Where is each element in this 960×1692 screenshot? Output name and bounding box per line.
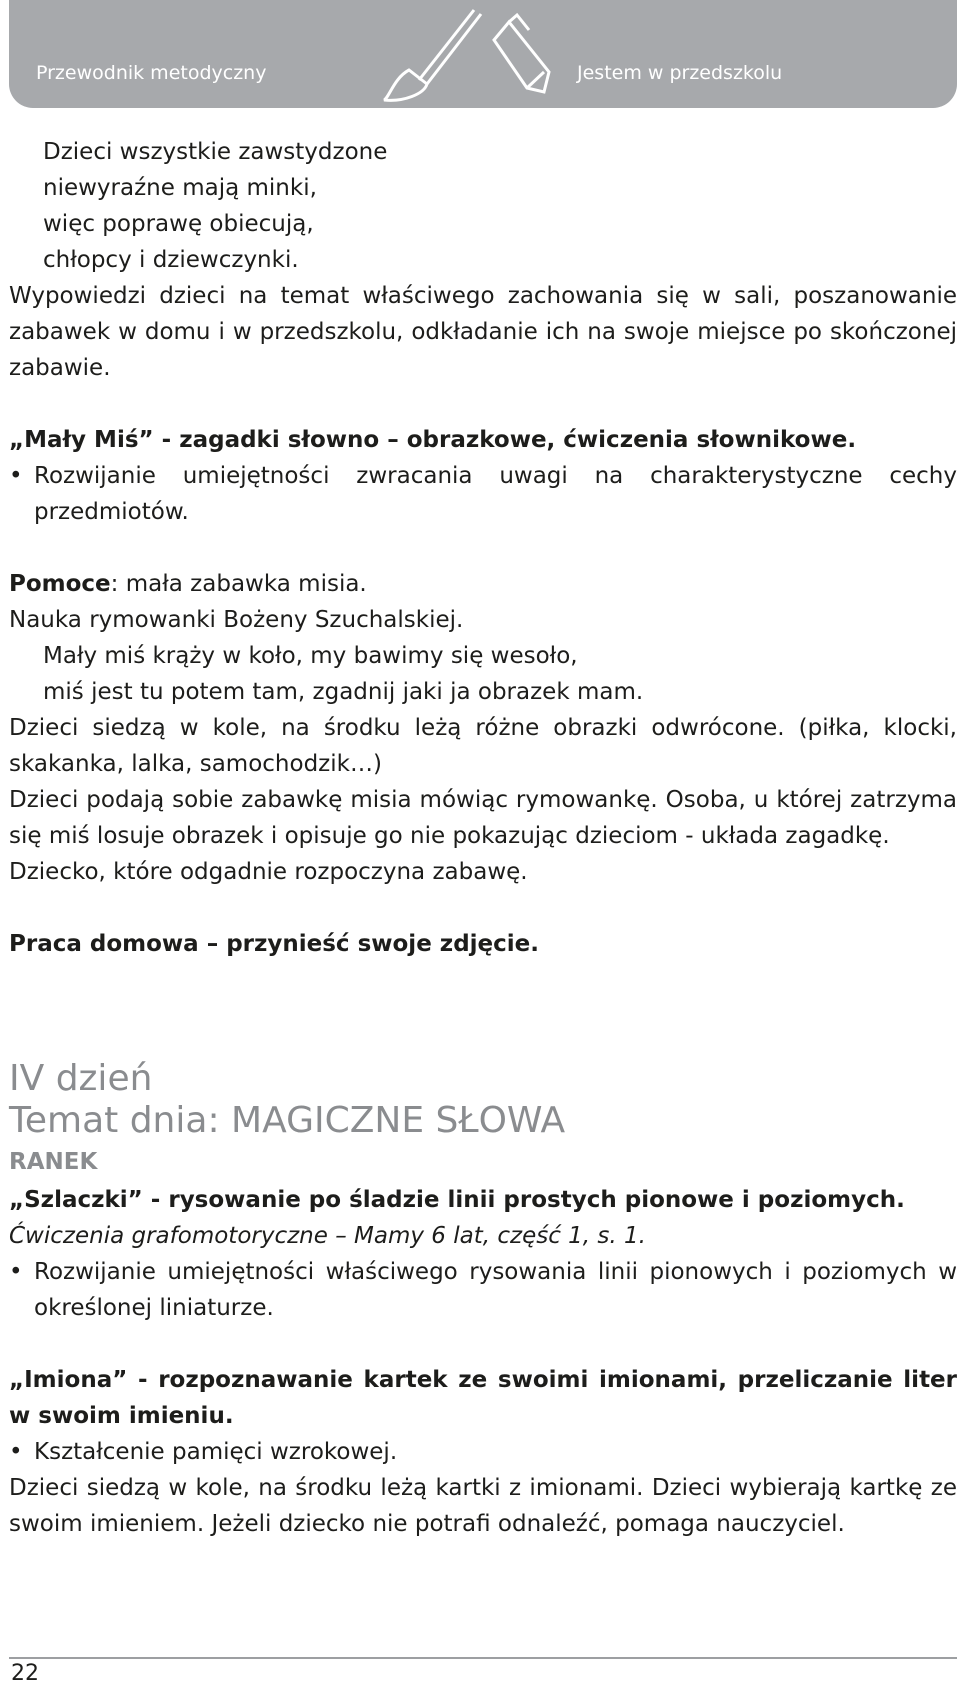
paragraph: Dzieci siedzą w kole, na środku leżą różne obrazki odwrócone. (piłka, klocki, skakanka, lalka, samochodzik…) <box>9 715 957 777</box>
section-title-szlaczki: „Szlaczki” - rysowanie po śladzie linii prostych pionowe i poziomych. <box>9 1187 905 1213</box>
day-title: IV dzień <box>9 1058 153 1099</box>
poem-line: więc poprawę obiecują, <box>43 211 314 237</box>
header-right-title: Jestem w przedszkolu <box>577 62 783 84</box>
poem-line: Dzieci wszystkie zawstydzone <box>43 139 388 165</box>
header-left-title: Przewodnik metodyczny <box>36 62 267 84</box>
homework-line: Praca domowa – przynieść swoje zdjęcie. <box>9 931 539 957</box>
pomoce-label: Pomoce <box>9 571 111 597</box>
section-title-maly-mis: „Mały Miś” - zagadki słowno – obrazkowe, ćwiczenia słownikowe. <box>9 427 857 453</box>
paragraph: Wypowiedzi dzieci na temat właściwego zachowania się w sali, poszanowanie zabawek w domu i w przedszkolu, odkładanie ich na swoje miejsce po skończonej zabawie. <box>9 283 957 381</box>
pomoce-text: : mała zabawka misia. <box>110 571 367 597</box>
poem-line: chłopcy i dziewczynki. <box>43 247 299 273</box>
paragraph: Dzieci podają sobie zabawkę misia mówiąc rymowankę. Osoba, u której zatrzyma się miś losuje obrazek i opisuje go nie pokazując dzieciom - układa zagadkę. <box>9 787 957 849</box>
paragraph: Dzieci siedzą w kole, na środku leżą kartki z imionami. Dzieci wybierają kartkę ze swoim imieniem. Jeżeli dziecko nie potrafi odnaleźć, pomaga nauczyciel. <box>9 1475 957 1537</box>
theme-line <box>9 1100 957 1142</box>
nauka-line: Nauka rymowanki Bożeny Szuchalskiej. <box>9 607 464 633</box>
footer-divider <box>9 1657 957 1659</box>
poem-1 <box>9 134 957 278</box>
theme-label: Temat dnia: <box>9 1100 232 1141</box>
pomoce-line <box>9 566 957 602</box>
bullet-icon: • <box>9 1439 23 1465</box>
bullet-item: • Kształcenie pamięci wzrokowej. <box>9 1434 957 1470</box>
page-content <box>9 134 957 1542</box>
page-number: 22 <box>11 1661 39 1686</box>
paintbrush-pencil-icon <box>379 0 579 108</box>
bullet-item: • Rozwijanie umiejętności właściwego rysowania linii pionowych i poziomych w określonej liniaturze. <box>9 1254 957 1326</box>
rhyme-line: miś jest tu potem tam, zgadnij jaki ja obrazek mam. <box>43 679 644 705</box>
pencil-icon <box>494 15 549 92</box>
rhyme-line: Mały miś krąży w koło, my bawimy się wesoło, <box>43 643 578 669</box>
paragraph: Dziecko, które odgadnie rozpoczyna zabawę. <box>9 859 528 885</box>
page-header <box>9 0 957 108</box>
poem-line: niewyraźne mają minki, <box>43 175 317 201</box>
bullet-item: • Rozwijanie umiejętności zwracania uwagi na charakterystyczne cechy przedmiotów. <box>9 458 957 530</box>
section-title-imiona: „Imiona” - rozpoznawanie kartek ze swoimi imionami, przeliczanie liter w swoim imieniu. <box>9 1367 957 1429</box>
theme-value: MAGICZNE SŁOWA <box>231 1100 566 1141</box>
exercise-reference: Ćwiczenia grafomotoryczne – Mamy 6 lat, część 1, s. 1. <box>9 1223 646 1249</box>
bullet-icon: • <box>9 463 23 489</box>
paintbrush-icon <box>384 10 481 100</box>
section-rank: RANEK <box>9 1149 98 1175</box>
bullet-icon: • <box>9 1259 23 1285</box>
